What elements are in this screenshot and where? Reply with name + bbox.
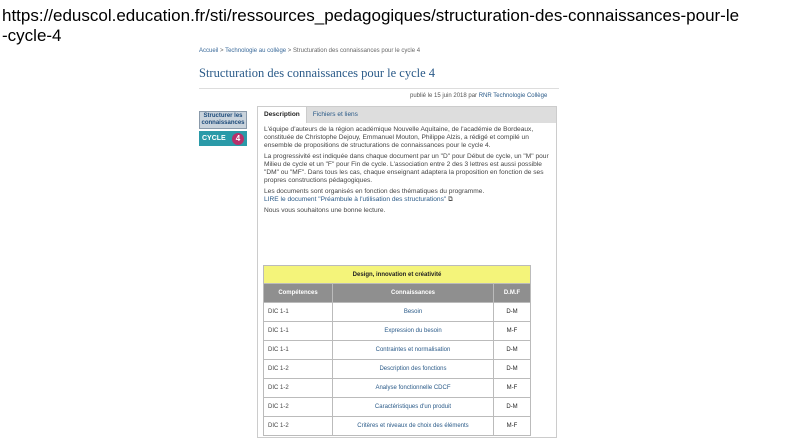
col-header: D.M.F: [494, 284, 531, 303]
external-link-icon: ⧉: [448, 196, 453, 203]
table-theme: Design, innovation et créativité: [264, 266, 531, 284]
table-row: [264, 398, 531, 417]
author-link[interactable]: RNR Technologie Collège: [478, 93, 548, 99]
cycle-label: CYCLE: [202, 135, 226, 142]
page-title: Structuration des connaissances pour le cycle 4: [199, 66, 436, 80]
tab-description[interactable]: Description: [258, 107, 307, 123]
knowledge-link[interactable]: Expression du besoin: [333, 322, 494, 341]
table-row: [264, 303, 531, 322]
published-info: [410, 93, 547, 99]
desc-para: Les documents sont organisés en fonction des thématiques du programme.: [264, 188, 485, 195]
competence-cell: DIC 1-1: [264, 322, 333, 341]
published-date: publié le 15 juin 2018 par: [410, 93, 479, 99]
divider: [199, 88, 559, 89]
progression-cell: D-M: [494, 303, 531, 322]
competence-cell: DIC 1-1: [264, 303, 333, 322]
col-header: Connaissances: [333, 284, 494, 303]
progression-cell: M-F: [494, 322, 531, 341]
competence-cell: DIC 1-1: [264, 341, 333, 360]
knowledge-link[interactable]: Analyse fonctionnelle CDCF: [333, 379, 494, 398]
preamble-link[interactable]: LIRE le document "Préambule à l'utilisation des structurations": [264, 196, 447, 203]
breadcrumb-home[interactable]: Accueil: [199, 48, 219, 54]
breadcrumb-current: Structuration des connaissances pour le cycle 4: [292, 48, 421, 54]
knowledge-link[interactable]: Caractéristiques d'un produit: [333, 398, 494, 417]
knowledge-link[interactable]: Contraintes et normalisation: [333, 341, 494, 360]
progression-cell: M-F: [494, 417, 531, 436]
progression-cell: M-F: [494, 379, 531, 398]
competence-cell: DIC 1-2: [264, 379, 333, 398]
breadcrumb: Accueil > Technologie au collège > Structuration des connaissances pour le cycle 4: [199, 48, 421, 54]
knowledge-link[interactable]: Description des fonctions: [333, 360, 494, 379]
progression-cell: D-M: [494, 341, 531, 360]
logo-label: Structurer les connaissances: [199, 111, 247, 129]
desc-para: Nous vous souhaitons une bonne lecture.: [264, 207, 386, 214]
competences-table: [263, 265, 531, 436]
cycle-logo[interactable]: [199, 111, 247, 151]
competence-cell: DIC 1-2: [264, 417, 333, 436]
competence-cell: DIC 1-2: [264, 398, 333, 417]
knowledge-link[interactable]: Critères et niveaux de choix des éléments: [333, 417, 494, 436]
desc-para: L'équipe d'auteurs de la région académique Nouvelle Aquitaine, de l'académie de Bordeaux, constituée de Christophe Dejouy, Emmanuel Mouton, Philippe Alzis, a rédigé et compilé un ensemble de propositions de structurations de connaissances pour le cycle 4.: [264, 126, 534, 149]
table-row: [264, 322, 531, 341]
table-row: [264, 360, 531, 379]
description: [258, 123, 556, 221]
col-header: Compétences: [264, 284, 333, 303]
progression-cell: D-M: [494, 360, 531, 379]
progression-cell: D-M: [494, 398, 531, 417]
tab-files[interactable]: Fichiers et liens: [312, 111, 358, 118]
breadcrumb-techno[interactable]: Technologie au collège: [225, 48, 287, 54]
desc-para: La progressivité est indiquée dans chaque document par un "D" pour Début de cycle, un "M" pour Milieu de cycle et un "F" pour Fin de cycle. L'association entre 2 des 3 lettres est aussi possible "DM" ou "MF". Dans tous les cas, chaque enseignant adaptera la proposition en fonction de ses propres constructions pédagogiques.: [264, 153, 549, 184]
table-row: [264, 341, 531, 360]
table-row: [264, 417, 531, 436]
competence-cell: DIC 1-2: [264, 360, 333, 379]
knowledge-link[interactable]: Besoin: [333, 303, 494, 322]
cycle-number: 4: [232, 133, 244, 145]
table-row: [264, 379, 531, 398]
url-caption: https://eduscol.education.fr/sti/ressources_pedagogiques/structuration-des-connaissances-pour-le -cycle-4: [2, 6, 740, 45]
